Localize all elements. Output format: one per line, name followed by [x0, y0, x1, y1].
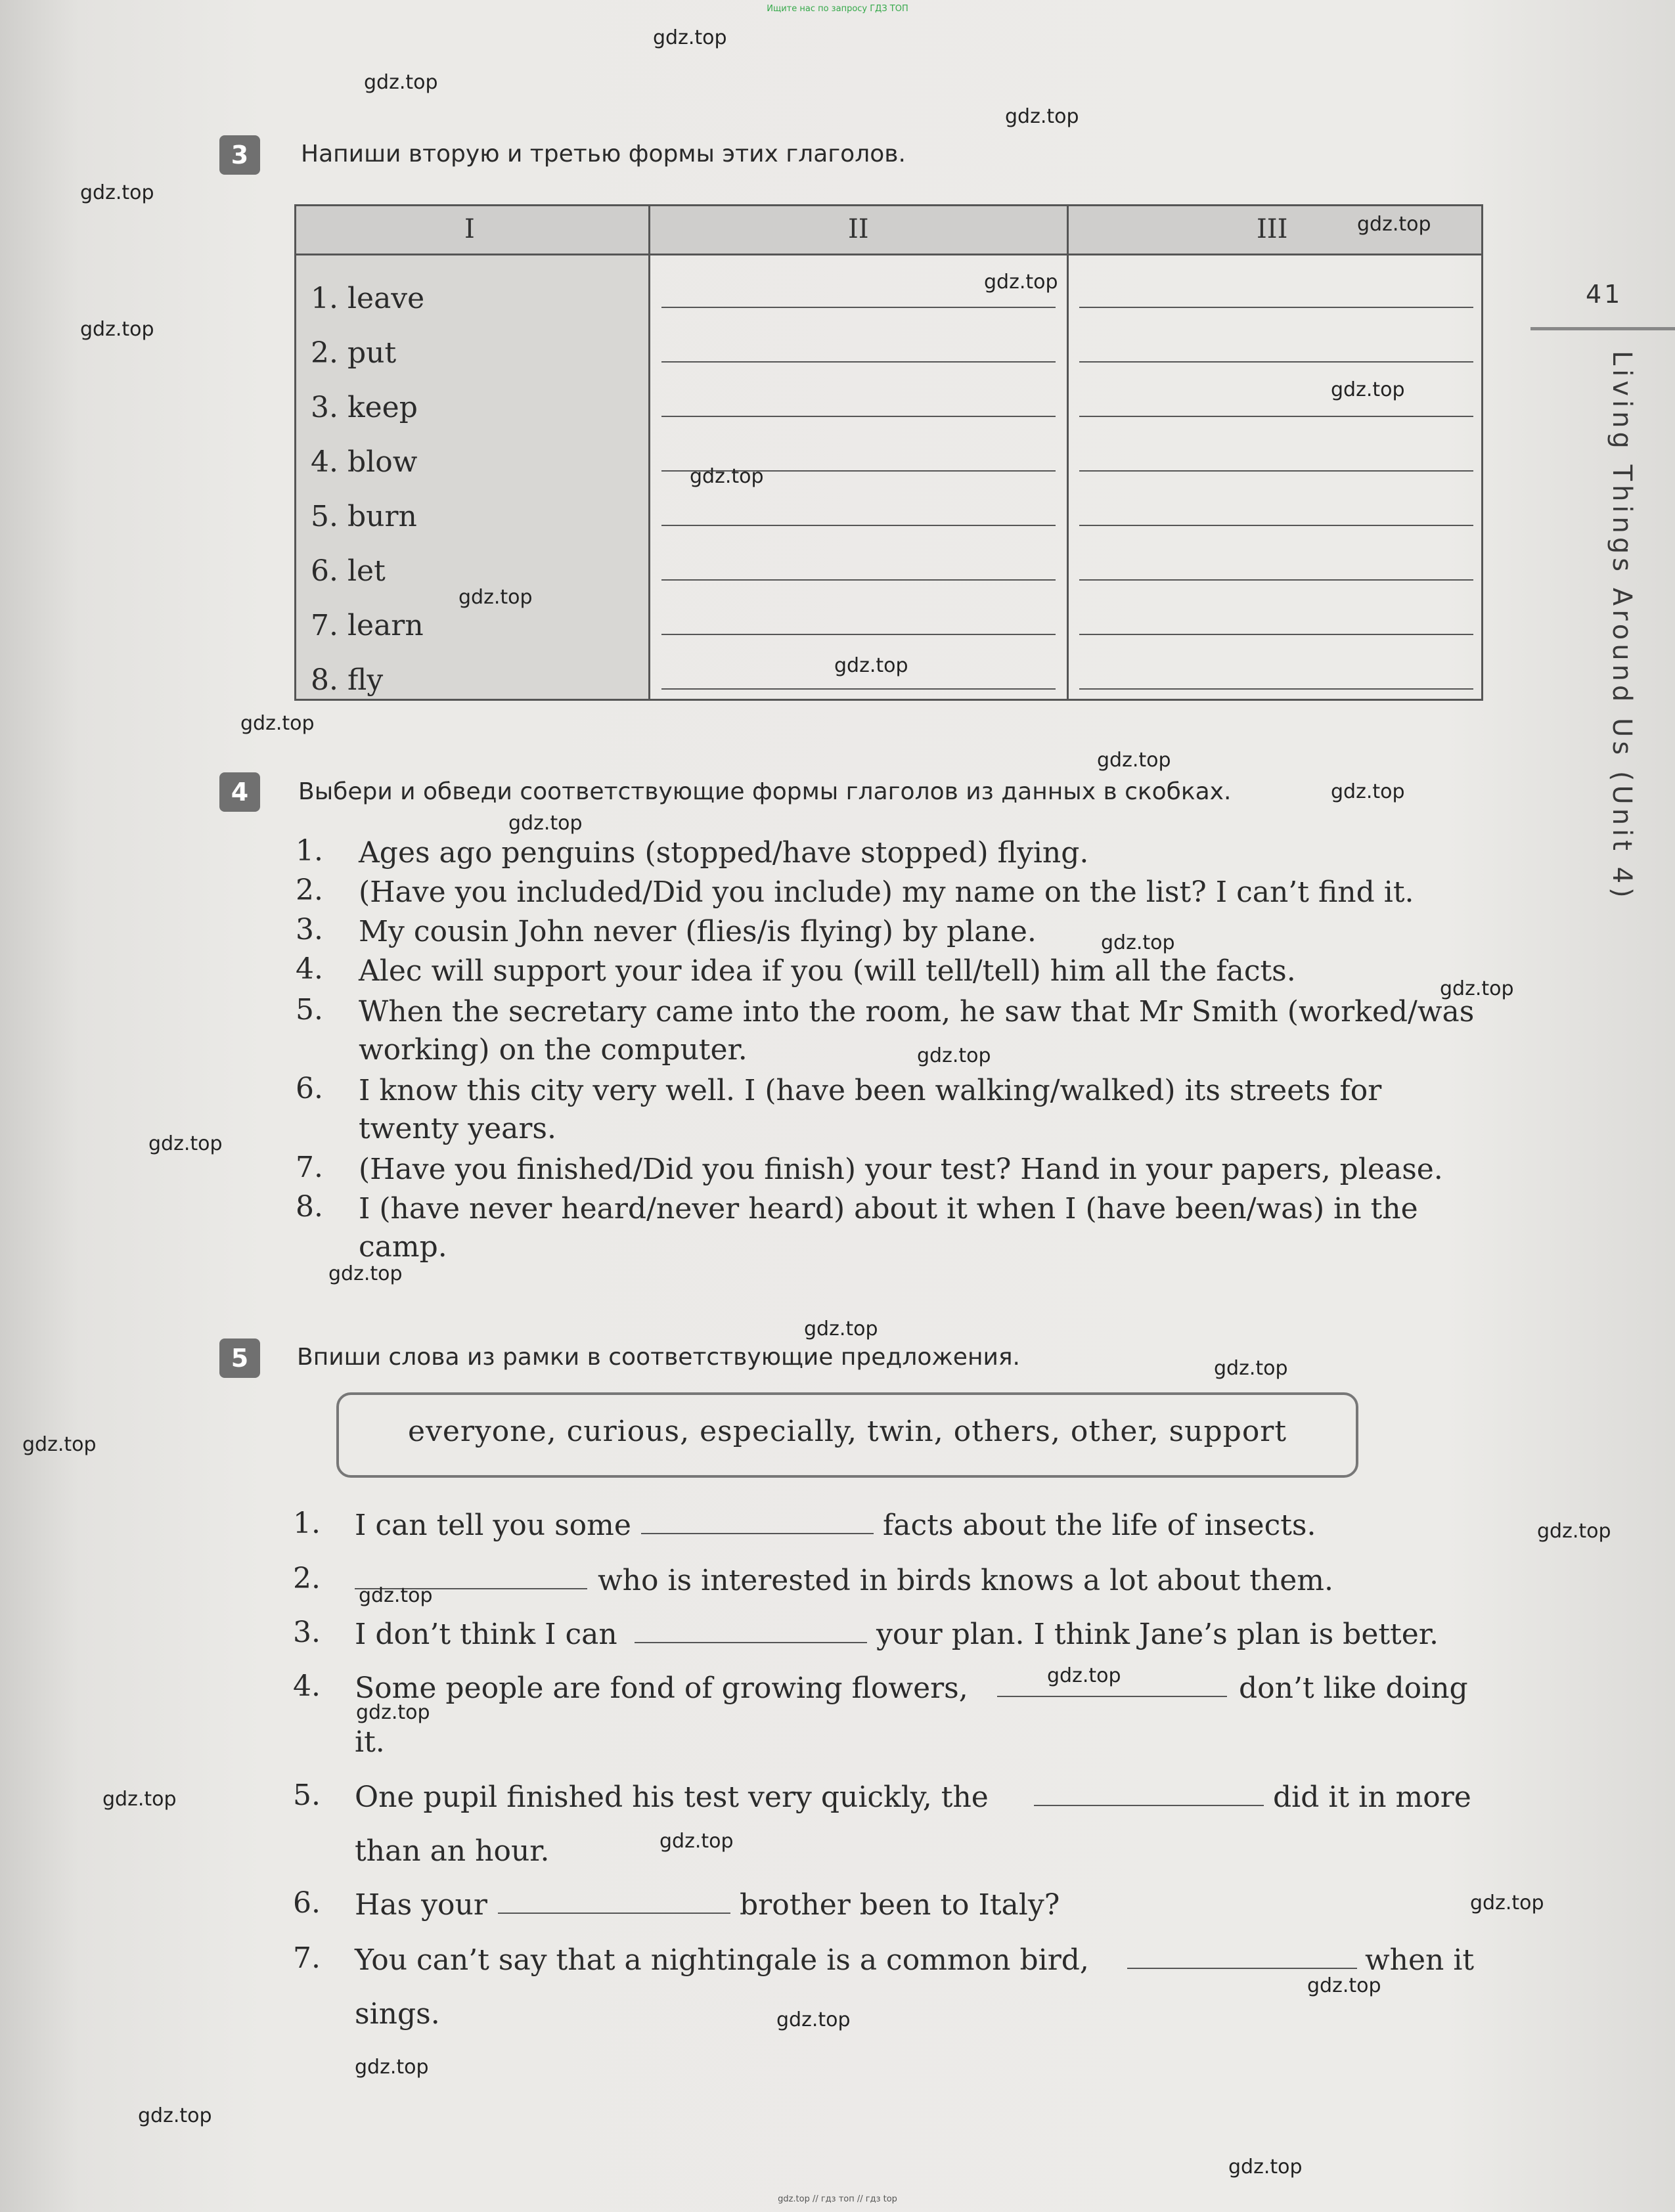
answer-line[interactable] — [1079, 361, 1473, 363]
watermark: gdz.top — [804, 1317, 878, 1340]
watermark: gdz.top — [776, 2008, 851, 2031]
answer-line[interactable] — [1079, 688, 1473, 690]
running-title: Living Things Around Us (Unit 4) — [1607, 351, 1637, 902]
item-number: 5. — [296, 993, 323, 1027]
item-number: 6. — [293, 1886, 321, 1920]
sentence-continued: camp. — [359, 1230, 447, 1264]
item-number: 1. — [296, 834, 323, 868]
item-number: 3. — [296, 913, 323, 946]
answer-line[interactable] — [661, 525, 1056, 526]
sentence-continued: twenty years. — [359, 1112, 556, 1145]
answer-line[interactable] — [661, 579, 1056, 581]
task-3-instruction: Напиши вторую и третью формы этих глаголов. — [301, 141, 906, 167]
watermark: gdz.top — [1470, 1891, 1544, 1914]
watermark: gdz.top — [917, 1044, 991, 1067]
sentence: (Have you included/Did you include) my name on the list? I can’t find it. — [359, 875, 1414, 909]
table-row: 4. blow — [311, 445, 418, 479]
fill-in-blank[interactable] — [498, 1913, 730, 1914]
column-divider — [648, 206, 650, 699]
sentence-part: when it — [1365, 1943, 1475, 1977]
word-box — [336, 1392, 1358, 1478]
table-row: 1. leave — [311, 282, 425, 315]
item-number: 2. — [296, 874, 323, 907]
watermark: gdz.top — [1214, 1357, 1288, 1380]
watermark: gdz.top — [364, 71, 438, 94]
sentence-part: your plan. I think Jane’s plan is better. — [876, 1618, 1439, 1651]
watermark: gdz.top — [102, 1788, 177, 1811]
sentence-continued: working) on the computer. — [359, 1033, 748, 1067]
watermark: gdz.top — [1005, 105, 1079, 128]
column-divider — [1067, 206, 1069, 699]
task-3-badge: 3 — [219, 135, 260, 175]
sentence-part: One pupil finished his test very quickly, the — [355, 1781, 989, 1814]
fill-in-blank[interactable] — [1127, 1968, 1357, 1969]
sentence-part: facts about the life of insects. — [883, 1509, 1316, 1542]
watermark: gdz.top — [1331, 378, 1405, 401]
table-row: 2. put — [311, 336, 397, 370]
answer-line[interactable] — [661, 634, 1056, 635]
answer-line[interactable] — [1079, 416, 1473, 417]
watermark: gdz.top — [355, 2056, 429, 2079]
watermark: gdz.top — [984, 271, 1058, 294]
watermark: gdz.top — [240, 712, 315, 735]
sentence: (Have you finished/Did you finish) your test? Hand in your papers, please. — [359, 1153, 1443, 1186]
sentence-part: I can tell you some — [355, 1509, 631, 1542]
sentence-continued: it. — [355, 1725, 385, 1759]
watermark: gdz.top — [1307, 1974, 1381, 1997]
sentence-part: I don’t think I can — [355, 1618, 617, 1651]
watermark: gdz.top — [1097, 749, 1171, 772]
item-number: 5. — [293, 1779, 321, 1812]
top-banner[interactable]: Ищите нас по запросу ГДЗ ТОП — [767, 4, 908, 14]
watermark: gdz.top — [328, 1262, 403, 1285]
watermark: gdz.top — [22, 1433, 97, 1456]
fill-in-blank[interactable] — [635, 1642, 867, 1643]
fill-in-blank[interactable] — [1034, 1805, 1264, 1806]
page-number: 41 — [1586, 280, 1623, 309]
watermark: gdz.top — [1357, 213, 1431, 236]
sentence-continued: sings. — [355, 1997, 440, 2031]
watermark: gdz.top — [508, 812, 583, 835]
item-number: 7. — [293, 1941, 321, 1975]
header-col-1: I — [464, 214, 475, 244]
verb-forms-table — [294, 204, 1483, 701]
item-number: 4. — [293, 1670, 321, 1703]
header-col-2: II — [848, 214, 869, 244]
task-5-instruction: Впиши слова из рамки в соответствующие предложения. — [297, 1344, 1020, 1371]
watermark: gdz.top — [138, 2104, 212, 2127]
sentence: When the secretary came into the room, he saw that Mr Smith (worked/was — [359, 995, 1475, 1029]
watermark: gdz.top — [690, 465, 764, 488]
watermark: gdz.top — [1101, 931, 1175, 954]
fill-in-blank[interactable] — [641, 1533, 874, 1534]
watermark: gdz.top — [359, 1584, 433, 1607]
task-4-instruction: Выбери и обведи соответствующие формы глаголов из данных в скобках. — [298, 778, 1232, 805]
sentence-part: Some people are fond of growing flowers, — [355, 1671, 968, 1705]
fill-in-blank[interactable] — [997, 1696, 1227, 1697]
answer-line[interactable] — [1079, 579, 1473, 581]
sentence-continued: than an hour. — [355, 1834, 550, 1868]
item-number: 1. — [293, 1507, 321, 1540]
bottom-banner[interactable]: gdz.top // гдз топ // гдз top — [778, 2194, 897, 2204]
sentence-part: Has your — [355, 1888, 487, 1922]
table-header — [296, 206, 1481, 255]
watermark: gdz.top — [1047, 1664, 1121, 1687]
answer-line[interactable] — [1079, 470, 1473, 472]
sentence-part: who is interested in birds knows a lot about them. — [598, 1564, 1334, 1597]
sentence: Ages ago penguins (stopped/have stopped) flying. — [359, 836, 1089, 870]
watermark: gdz.top — [80, 181, 154, 204]
item-number: 4. — [296, 952, 323, 986]
watermark: gdz.top — [834, 654, 908, 677]
sentence: I know this city very well. I (have been walking/walked) its streets for — [359, 1074, 1382, 1107]
answer-line[interactable] — [661, 688, 1056, 690]
watermark: gdz.top — [1537, 1520, 1611, 1543]
sentence: My cousin John never (flies/is flying) by plane. — [359, 915, 1037, 948]
answer-line[interactable] — [661, 416, 1056, 417]
sentence: Alec will support your idea if you (will tell/tell) him all the facts. — [359, 954, 1296, 988]
sentence-part: did it in more — [1273, 1781, 1471, 1814]
table-row: 8. fly — [311, 663, 384, 697]
sentence: I (have never heard/never heard) about it when I (have been/was) in the — [359, 1192, 1418, 1226]
answer-line[interactable] — [661, 361, 1056, 363]
answer-line[interactable] — [1079, 525, 1473, 526]
watermark: gdz.top — [80, 318, 154, 341]
watermark: gdz.top — [1331, 780, 1405, 803]
answer-line[interactable] — [1079, 634, 1473, 635]
page-rule — [1530, 327, 1675, 330]
item-number: 8. — [296, 1190, 323, 1224]
watermark: gdz.top — [1440, 977, 1514, 1000]
header-col-3: III — [1257, 214, 1288, 244]
task-5-badge: 5 — [219, 1338, 260, 1378]
watermark: gdz.top — [356, 1701, 430, 1724]
table-row: 7. learn — [311, 609, 424, 642]
sentence-part: don’t like doing — [1239, 1671, 1468, 1705]
table-row: 3. keep — [311, 391, 418, 424]
item-number: 7. — [296, 1151, 323, 1184]
word-box-words: everyone, curious, especially, twin, others, other, support — [407, 1415, 1287, 1448]
item-number: 3. — [293, 1616, 321, 1649]
sentence-part: brother been to Italy? — [740, 1888, 1060, 1922]
watermark: gdz.top — [458, 586, 533, 609]
watermark: gdz.top — [659, 1830, 734, 1853]
watermark: gdz.top — [148, 1132, 223, 1155]
answer-line[interactable] — [1079, 307, 1473, 308]
item-number: 6. — [296, 1072, 323, 1105]
task-4-badge: 4 — [219, 772, 260, 812]
table-row: 5. burn — [311, 500, 417, 533]
answer-line[interactable] — [661, 307, 1056, 308]
watermark: gdz.top — [1228, 2156, 1303, 2179]
sentence-part: You can’t say that a nightingale is a common bird, — [355, 1943, 1089, 1977]
watermark: gdz.top — [653, 26, 727, 49]
table-row: 6. let — [311, 554, 386, 588]
item-number: 2. — [293, 1562, 321, 1595]
